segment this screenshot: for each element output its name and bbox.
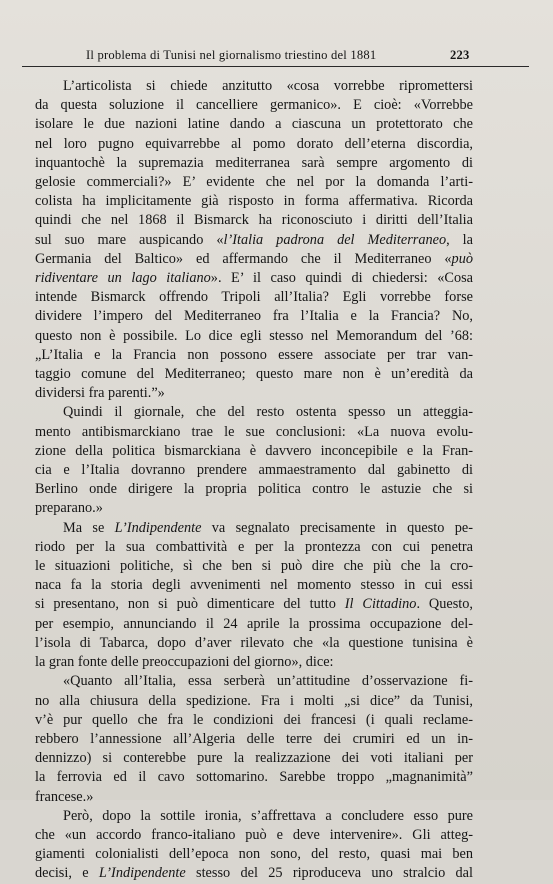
text-line bbox=[35, 826, 473, 845]
text-run: decisi, e bbox=[35, 865, 99, 882]
text-line bbox=[35, 653, 473, 672]
text-run: , la bbox=[446, 231, 473, 248]
text-line bbox=[35, 173, 473, 192]
text-run: intende Bismarck offrendo Tripoli all’Italia? Egli vorrebbe forse bbox=[35, 289, 473, 306]
text-line bbox=[35, 864, 473, 883]
text-line bbox=[35, 672, 473, 691]
italic-run: l’Italia padrona del Mediterraneo bbox=[223, 231, 447, 248]
text-run: cia e l’Italia dovranno prendere ammaestramento dal gabinetto di bbox=[35, 462, 473, 479]
text-line bbox=[35, 403, 473, 422]
text-line bbox=[35, 749, 473, 768]
text-run: la gran fonte delle preoccupazioni del giorno», dice: bbox=[35, 654, 334, 671]
text-run: la ferrovia ed il cavo sottomarino. Sarebbe troppo „magnanimità” bbox=[35, 769, 473, 786]
text-run: sul suo mare auspicando « bbox=[35, 231, 224, 248]
text-line bbox=[35, 250, 473, 269]
text-run: francese.» bbox=[35, 788, 94, 805]
text-run: Berlino onde dirigere la propria politica contro le astuzie che si bbox=[35, 481, 473, 498]
text-line bbox=[35, 269, 473, 288]
text-run: mento antibismarckiano trae le sue conclusioni: «La nuova evolu- bbox=[35, 423, 473, 440]
text-run: Però, dopo la sottile ironia, s’affrettava a concludere esso pure bbox=[63, 807, 473, 824]
text-line bbox=[35, 595, 473, 614]
text-line bbox=[35, 288, 473, 307]
text-run: rebbero l’annessione all’Algeria delle terre dei crumiri ed un in- bbox=[35, 730, 473, 747]
text-run: nel loro pugno equivarrebbe al pomo dorato dell’eterna discordia, bbox=[35, 135, 473, 152]
text-run: quindi che nel 1868 il Bismarck ha riconosciuto i diritti dell’Italia bbox=[35, 212, 473, 229]
text-line bbox=[35, 96, 473, 115]
text-run: Quindi il giornale, che del resto ostenta spesso un atteggia- bbox=[63, 404, 473, 421]
text-line bbox=[35, 442, 473, 461]
italic-run: L’Indipendente bbox=[98, 865, 186, 882]
text-line bbox=[35, 615, 473, 634]
text-run: colista ha implicitamente già risposto in forma affermativa. Ricorda bbox=[35, 193, 473, 210]
text-line bbox=[35, 807, 473, 826]
text-run: Ma se bbox=[63, 519, 115, 536]
text-line bbox=[35, 634, 473, 653]
text-line bbox=[35, 192, 473, 211]
text-line bbox=[35, 154, 473, 173]
body-text bbox=[35, 77, 473, 884]
text-run: che «un accordo franco-italiano può e deve intervenire». Gli atteg- bbox=[35, 826, 473, 843]
text-line bbox=[35, 346, 473, 365]
text-run: zione della politica bismarckiana è davvero inconcepibile e la Fran- bbox=[35, 442, 473, 459]
text-run: per esempio, annunciando il 24 aprile la prossima occupazione del- bbox=[35, 615, 473, 632]
text-line bbox=[35, 788, 473, 807]
text-line bbox=[35, 461, 473, 480]
page-number: 223 bbox=[450, 48, 470, 62]
text-run: . Questo, bbox=[416, 596, 473, 613]
text-run: questo non è possibile. Lo dice egli stesso nel Memorandum del ’68: bbox=[35, 327, 473, 344]
text-line bbox=[35, 768, 473, 787]
header-rule bbox=[22, 66, 529, 67]
text-run: va segnalato precisamente in questo pe- bbox=[201, 519, 473, 536]
text-run: dividersi fra parenti.”» bbox=[35, 385, 165, 402]
text-run: «Quanto all’Italia, essa serberà un’attitudine d’osservazione fi- bbox=[63, 673, 473, 690]
text-run: le situazioni politiche, sì che ben si può dire che più che la cro- bbox=[35, 558, 473, 575]
text-line bbox=[35, 77, 473, 96]
text-run: si presentano, non si può dimenticare del tutto bbox=[35, 596, 345, 613]
text-run: L’articolista si chiede anzitutto «cosa vorrebbe ripromettersi bbox=[63, 78, 473, 94]
text-line bbox=[35, 845, 473, 864]
text-run: inquantochè la supremazia mediterranea sarà sempre argomento di bbox=[35, 154, 473, 171]
text-run: isolare le due nazioni latine dando a ciascuna un protettorato che bbox=[35, 116, 473, 133]
text-line bbox=[35, 711, 473, 730]
text-line bbox=[35, 692, 473, 711]
italic-run: ridiventare un lago italiano bbox=[35, 270, 211, 287]
italic-run: può bbox=[451, 250, 473, 267]
text-run: dividere l’impero del Mediterraneo fra l’Italia e la Francia? No, bbox=[35, 308, 473, 325]
italic-run: Il Cittadino bbox=[344, 596, 417, 613]
text-run: preparano.» bbox=[35, 500, 103, 517]
text-line bbox=[35, 480, 473, 499]
text-line bbox=[35, 423, 473, 442]
text-line bbox=[35, 231, 473, 250]
text-line bbox=[35, 327, 473, 346]
text-run: v’è pur quello che fra le condizioni dei francesi (i quali reclame- bbox=[35, 711, 473, 728]
text-line bbox=[35, 519, 473, 538]
text-line bbox=[35, 557, 473, 576]
text-line bbox=[35, 538, 473, 557]
text-run: taggio comune del Mediterraneo; questo mare non è un’eredità da bbox=[35, 366, 473, 383]
text-line bbox=[35, 365, 473, 384]
italic-run: L’Indipendente bbox=[114, 519, 202, 536]
text-line bbox=[35, 115, 473, 134]
text-run: Germania del Baltico» ed affermando che il Mediterraneo « bbox=[35, 250, 452, 267]
text-line bbox=[35, 384, 473, 403]
text-line bbox=[35, 211, 473, 230]
text-line bbox=[35, 499, 473, 518]
text-run: stesso del 25 riproduceva uno stralcio dal bbox=[185, 865, 473, 882]
text-line bbox=[35, 307, 473, 326]
text-run: giamenti colonialisti dell’epoca non sono, del resto, quasi mai ben bbox=[35, 846, 473, 863]
text-run: dennizzo) si conterebbe pure la realizzazione dei voti italiani per bbox=[35, 750, 473, 767]
text-line bbox=[35, 730, 473, 749]
text-run: l’isola di Tabarca, dopo d’aver rilevato che «la questione tunisina è bbox=[35, 634, 473, 651]
text-run: naca fa la storia degli avvenimenti nel momento stesso in cui essi bbox=[35, 577, 473, 594]
text-run: „L’Italia e la Francia non possono essere associate per trar van- bbox=[35, 346, 473, 363]
text-line bbox=[35, 576, 473, 595]
text-run: da questa soluzione il cancelliere germanico». E cioè: «Vorrebbe bbox=[35, 97, 473, 114]
text-run: riodo per la sua combattività e per la prontezza con cui penetra bbox=[35, 538, 473, 555]
text-line bbox=[35, 135, 473, 154]
text-run: no alla chiusura della spedizione. Fra i molti „si dice” da Tunisi, bbox=[35, 692, 473, 709]
text-run: ». E’ il caso quindi di chiedersi: «Cosa bbox=[210, 270, 473, 287]
running-title: Il problema di Tunisi nel giornalismo triestino del 1881 bbox=[86, 48, 377, 62]
text-run: gelosie commerciali?» E’ evidente che nel por la domanda l’arti- bbox=[35, 174, 473, 191]
